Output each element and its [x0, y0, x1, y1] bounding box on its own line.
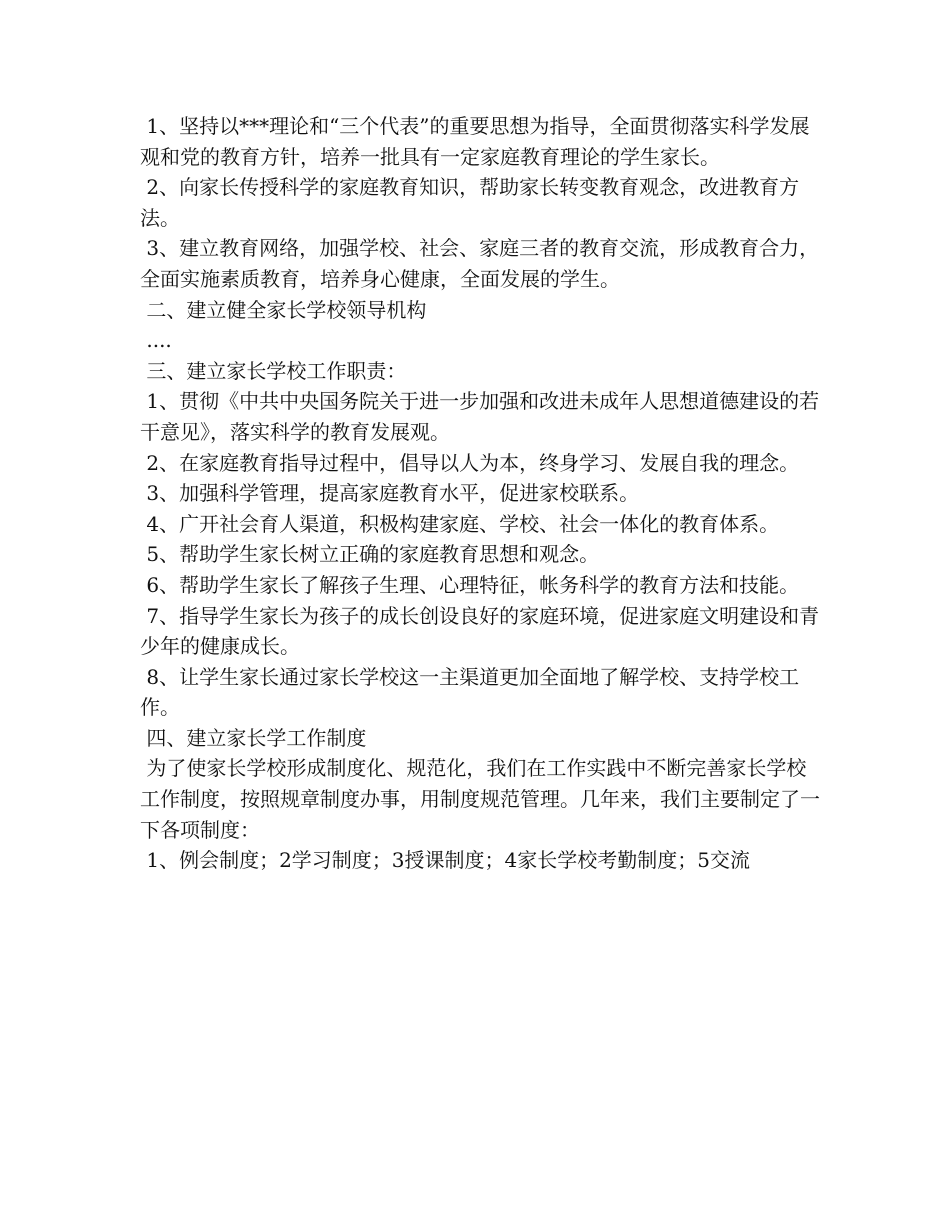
paragraph-goal-3: 3、建立教育网络，加强学校、社会、家庭三者的教育交流，形成教育合力，全面实施素质教育，培养身心健康，全面发展的学生。 — [140, 236, 820, 291]
paragraph-duty-7: 7、指导学生家长为孩子的成长创设良好的家庭环境，促进家庭文明建设和青少年的健康成长。 — [140, 603, 820, 659]
section-heading-2: 二、建立健全家长学校领导机构 — [140, 297, 427, 322]
paragraph-duty-4: 4、广开社会育人渠道，积极构建家庭、学校、社会一体化的教育体系。 — [140, 511, 780, 536]
paragraph-duty-6: 6、帮助学生家长了解孩子生理、心理特征，帐务科学的教育方法和技能。 — [140, 572, 800, 597]
paragraph-duty-3: 3、加强科学管理，提高家庭教育水平，促进家校联系。 — [140, 481, 640, 506]
section-heading-3: 三、建立家长学校工作职责： — [140, 358, 407, 383]
paragraph-system-list: 1、例会制度；2学习制度；3授课制度；4家长学校考勤制度；5交流 — [140, 848, 750, 873]
ellipsis-line: .... — [140, 328, 172, 353]
paragraph-goal-1: 1、坚持以***理论和“三个代表”的重要思想为指导，全面贯彻落实科学发展观和党的教育方针，培养一批具有一定家庭教育理论的学生家长。 — [140, 114, 810, 169]
paragraph-system-intro: 为了使家长学校形成制度化、规范化，我们在工作实践中不断完善家长学校工作制度，按照规章制度办事，用制度规范管理。几年来，我们主要制定了一下各项制度： — [140, 756, 820, 842]
paragraph-duty-2: 2、在家庭教育指导过程中，倡导以人为本，终身学习、发展自我的理念。 — [140, 450, 800, 475]
paragraph-goal-2: 2、向家长传授科学的家庭教育知识，帮助家长转变教育观念，改进教育方法。 — [140, 175, 800, 230]
document-body — [140, 111, 820, 876]
paragraph-duty-8: 8、让学生家长通过家长学校这一主渠道更加全面地了解学校、支持学校工作。 — [140, 664, 800, 720]
paragraph-duty-1: 1、贯彻《中共中央国务院关于进一步加强和改进未成年人思想道德建设的若干意见》，落实科学的教育发展观。 — [140, 389, 820, 444]
section-heading-4: 四、建立家长学工作制度 — [140, 725, 367, 750]
paragraph-duty-5: 5、帮助学生家长树立正确的家庭教育思想和观念。 — [140, 542, 600, 567]
